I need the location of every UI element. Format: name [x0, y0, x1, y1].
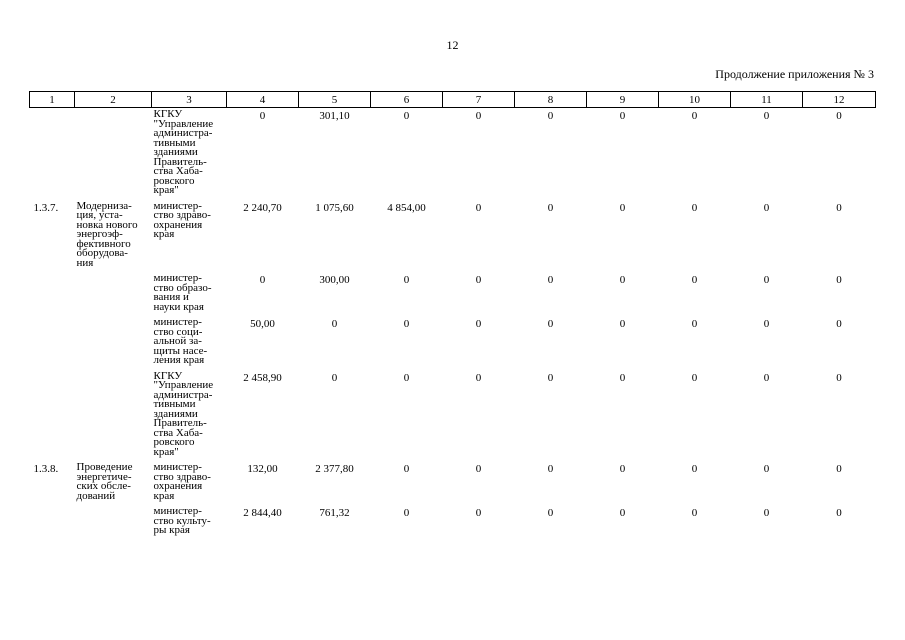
measure-name-line: Модерниза- [76, 199, 132, 212]
value-cell: 0 [836, 463, 842, 475]
measure-name-cell [75, 316, 152, 370]
measure-name-line: Проведение [76, 461, 133, 473]
value-cell: 0 [475, 201, 482, 214]
item-code-cell [30, 505, 75, 540]
value-cell: 301,10 [319, 110, 350, 122]
page-number: 12 [446, 38, 459, 52]
executor-line: министер- [153, 505, 202, 517]
measure-name-line: ция, уста- [76, 209, 123, 221]
value-cell: 0 [691, 201, 698, 214]
value-cell: 0 [619, 201, 626, 214]
measure-name-line: новка нового [76, 218, 138, 231]
header-cell: 5 [299, 92, 371, 108]
executor-line: ство образо- [153, 281, 212, 294]
executor-cell [152, 200, 227, 273]
value-cell: 0 [691, 274, 698, 286]
value-cell: 0 [403, 507, 410, 519]
value-cell: 4 854,00 [387, 201, 426, 214]
value-cell: 0 [763, 201, 770, 214]
item-code-cell: 1.3.7. [33, 201, 59, 214]
value-cell: 0 [475, 318, 482, 330]
value-cell: 0 [763, 371, 770, 384]
value-cell: 0 [475, 507, 482, 519]
executor-line: ство культу- [153, 514, 211, 527]
value-cell: 300,00 [319, 274, 350, 286]
value-cell: 0 [547, 371, 554, 384]
executor-line: щиты насе- [153, 344, 208, 357]
value-cell: 0 [403, 318, 410, 330]
table-row [30, 316, 876, 370]
executor-line: министер- [153, 461, 202, 473]
value-cell: 0 [547, 201, 554, 214]
value-cell: 2 240,70 [243, 201, 282, 214]
value-cell: 0 [259, 274, 266, 286]
table-row [30, 505, 876, 540]
value-cell: 0 [691, 110, 698, 122]
value-cell: 0 [763, 110, 770, 122]
value-cell: 0 [619, 318, 626, 330]
value-cell: 1 075,60 [315, 201, 354, 214]
value-cell: 0 [475, 463, 482, 475]
measure-name-cell [75, 461, 152, 505]
item-code-cell [30, 370, 75, 462]
value-cell: 0 [836, 274, 842, 286]
value-cell: 2 458,90 [243, 371, 282, 384]
executor-line: министер- [153, 199, 202, 212]
value-cell: 0 [331, 371, 338, 384]
item-code-cell [30, 108, 75, 200]
header-cell: 2 [75, 92, 152, 108]
measure-name-line: энергетиче- [76, 470, 132, 483]
appendix-continuation-label: Продолжение приложения № 3 [715, 67, 874, 81]
value-cell: 0 [331, 318, 338, 330]
value-cell: 761,32 [319, 507, 350, 519]
value-cell: 0 [619, 507, 626, 519]
executor-line: края [153, 228, 175, 240]
header-cell: 6 [371, 92, 443, 108]
value-cell: 0 [475, 110, 482, 122]
executor-line: альной за- [153, 335, 202, 347]
value-cell: 0 [691, 507, 698, 519]
value-cell: 0 [836, 371, 842, 384]
header-cell: 4 [227, 92, 299, 108]
value-cell: 0 [691, 318, 698, 330]
executor-line: охранения [153, 480, 203, 492]
value-cell: 0 [475, 371, 482, 384]
executor-line: Правитель- [153, 417, 207, 429]
value-cell: 0 [836, 110, 842, 122]
header-cell: 11 [731, 92, 803, 108]
executor-line: "Управление [153, 379, 214, 391]
table-row [30, 108, 876, 200]
value-cell: 0 [547, 110, 554, 122]
executor-line: ры края [153, 524, 190, 536]
executor-line: ство соци- [153, 325, 203, 338]
value-cell: 0 [691, 463, 698, 475]
header-cell: 10 [659, 92, 731, 108]
executor-line: "Управление [153, 117, 214, 130]
executor-line: Правитель- [153, 155, 207, 168]
value-cell: 0 [763, 507, 770, 519]
value-cell: 0 [836, 507, 842, 519]
executor-line: КГКУ [153, 108, 183, 120]
executor-line: администра- [153, 388, 213, 401]
header-row [30, 92, 876, 108]
value-cell: 0 [547, 463, 554, 475]
measure-name-line: ских обсле- [76, 480, 131, 492]
executor-line: охранения [153, 218, 203, 231]
value-cell: 0 [547, 318, 554, 330]
header-cell: 7 [443, 92, 515, 108]
executor-line: ления края [153, 354, 205, 366]
executor-line: ства Хаба- [153, 165, 203, 177]
executor-cell [152, 316, 227, 370]
table-body [30, 108, 876, 540]
measure-name-cell [75, 200, 152, 273]
item-code-cell: 1.3.8. [33, 463, 59, 475]
header-cell: 9 [587, 92, 659, 108]
value-cell: 0 [403, 463, 410, 475]
header-cell: 1 [30, 92, 75, 108]
executor-line: ство здраво- [153, 470, 211, 483]
table-row [30, 272, 876, 316]
table-row [30, 200, 876, 273]
value-cell: 0 [475, 274, 482, 286]
executor-line: ровского [153, 436, 195, 448]
value-cell: 2 377,80 [315, 463, 354, 475]
executor-line: тивными [153, 398, 196, 410]
header-cell: 8 [515, 92, 587, 108]
measure-name-line: дований [76, 489, 116, 502]
executor-line: края [153, 489, 175, 502]
value-cell: 0 [619, 110, 626, 122]
executor-line: вания и [153, 291, 189, 303]
value-cell: 0 [763, 463, 770, 475]
value-cell: 0 [547, 274, 554, 286]
value-cell: 2 844,40 [243, 507, 282, 519]
executor-cell [152, 108, 227, 200]
value-cell: 0 [547, 507, 554, 519]
value-cell: 0 [619, 371, 626, 384]
value-cell: 0 [836, 201, 842, 214]
header-cell: 3 [152, 92, 227, 108]
value-cell: 0 [619, 463, 626, 475]
value-cell: 0 [619, 274, 626, 286]
item-code-cell [30, 316, 75, 370]
executor-line: тивными [153, 136, 196, 149]
executor-cell [152, 505, 227, 540]
value-cell: 0 [691, 371, 698, 384]
executor-line: зданиями [153, 407, 198, 420]
measure-name-line: фективного [76, 237, 131, 250]
value-cell: 0 [763, 274, 770, 286]
value-cell: 132,00 [247, 463, 278, 475]
value-cell: 0 [259, 110, 266, 122]
executor-line: ство здраво- [153, 209, 211, 221]
measure-name-cell [75, 108, 152, 200]
measure-name-line: энергоэф- [76, 228, 123, 240]
executor-cell [152, 370, 227, 462]
value-cell: 0 [403, 110, 410, 122]
value-cell: 50,00 [250, 318, 275, 330]
table-row [30, 370, 876, 462]
measure-name-line: оборудова- [76, 247, 128, 259]
executor-line: ровского [153, 174, 195, 187]
value-cell: 0 [836, 318, 842, 330]
executor-line: края" [153, 445, 179, 458]
executor-line: министер- [153, 316, 202, 328]
value-cell: 0 [403, 371, 410, 384]
executor-line: министер- [153, 272, 202, 284]
header-cell: 12 [803, 92, 876, 108]
measure-name-cell [75, 370, 152, 462]
measure-name-cell [75, 505, 152, 540]
item-code-cell [30, 272, 75, 316]
executor-cell [152, 461, 227, 505]
executor-line: КГКУ [153, 369, 183, 382]
budget-table [29, 91, 876, 540]
value-cell: 0 [403, 274, 410, 286]
measure-name-line: ния [76, 256, 94, 269]
value-cell: 0 [763, 318, 770, 330]
measure-name-cell [75, 272, 152, 316]
executor-line: зданиями [153, 146, 198, 158]
executor-line: края" [153, 184, 179, 196]
executor-line: администра- [153, 127, 213, 139]
executor-line: ства Хаба- [153, 426, 203, 439]
executor-cell [152, 272, 227, 316]
executor-line: науки края [153, 300, 204, 313]
table-row [30, 461, 876, 505]
